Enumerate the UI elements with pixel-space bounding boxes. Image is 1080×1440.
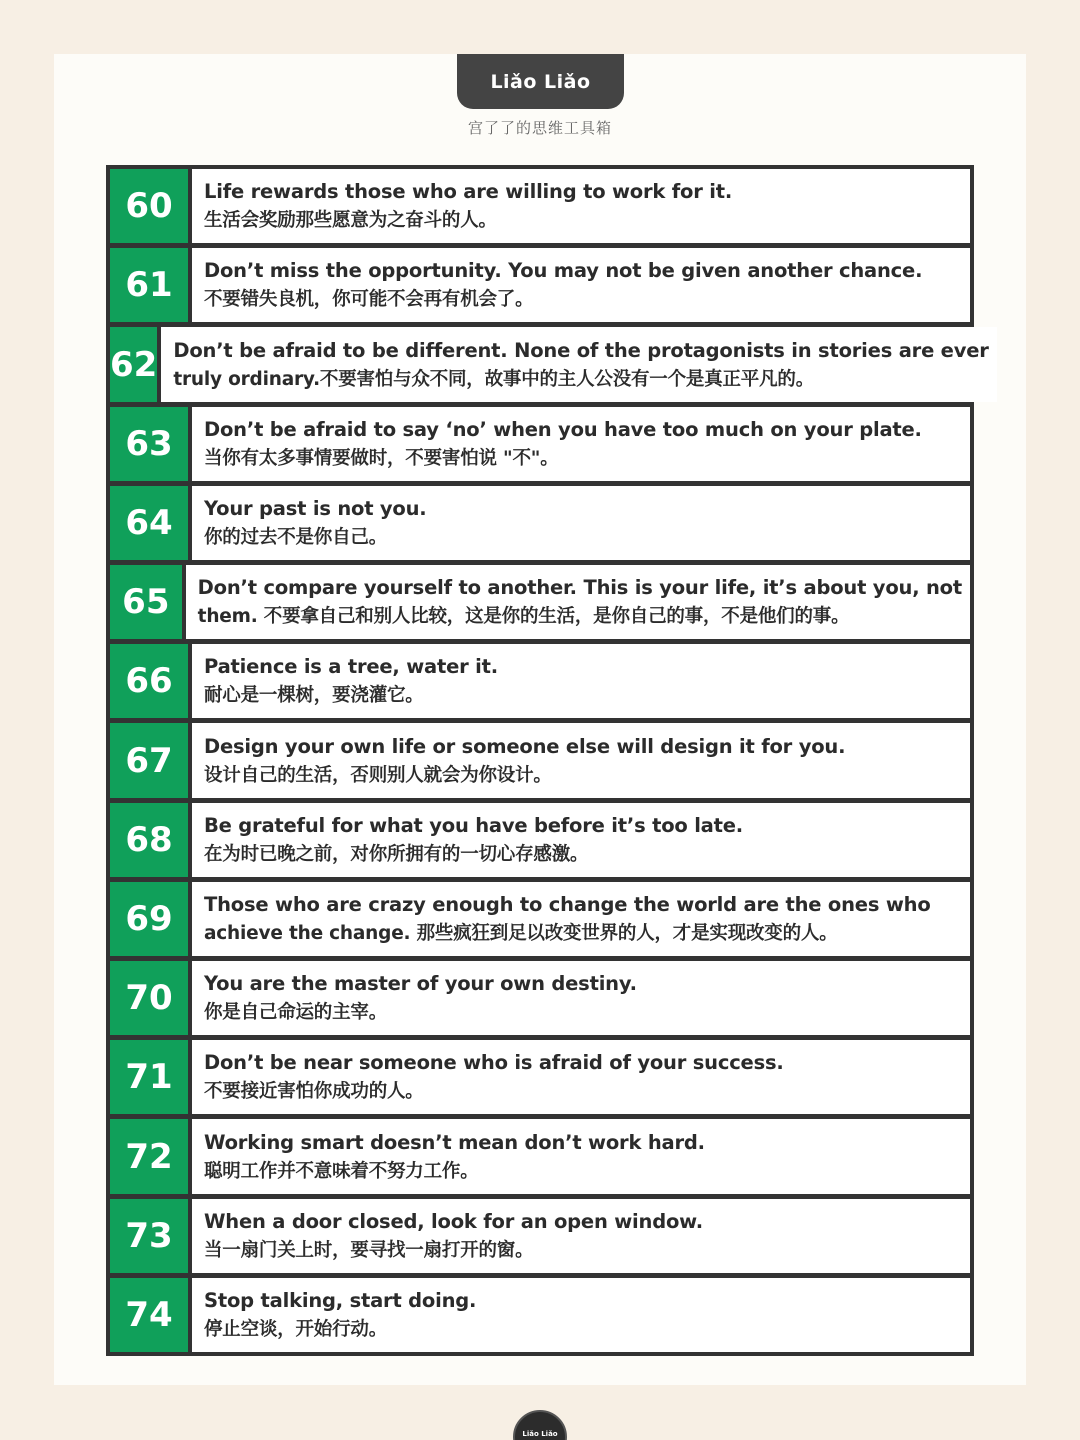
quote-row <box>110 1278 970 1352</box>
quote-number: 62 <box>110 327 157 401</box>
quote-row <box>110 1199 970 1273</box>
quote-row <box>110 565 970 639</box>
quote-number: 61 <box>110 248 188 322</box>
quote-chinese: 你的过去不是你自己。 <box>204 526 388 548</box>
quote-english: Don’t be afraid to say ‘no’ when you have too much on your plate. <box>204 417 922 441</box>
quote-row <box>110 723 970 797</box>
quote-english: Working smart doesn’t mean don’t work hard. <box>204 1130 705 1154</box>
quote-english: Life rewards those who are willing to work for it. <box>204 180 733 204</box>
quote-text <box>192 803 970 877</box>
quote-row <box>110 248 970 322</box>
quote-text <box>192 1199 970 1273</box>
quote-text <box>192 882 970 956</box>
quote-text <box>192 169 970 243</box>
footer-logo-badge <box>513 1410 567 1440</box>
quote-english: You are the master of your own destiny. <box>204 972 637 996</box>
quote-text <box>192 961 970 1035</box>
quote-chinese: 生活会奖励那些愿意为之奋斗的人。 <box>204 210 497 232</box>
quote-number: 60 <box>110 169 188 243</box>
quote-chinese: 当一扇门关上时，要寻找一扇打开的窗。 <box>204 1239 534 1261</box>
quote-english: Those who are crazy enough to change the world are the ones who <box>204 892 931 916</box>
quote-number: 64 <box>110 486 188 560</box>
quote-text <box>192 644 970 718</box>
quote-row <box>110 407 970 481</box>
quote-text <box>161 327 996 401</box>
quote-chinese: 在为时已晚之前，对你所拥有的一切心存感激。 <box>204 843 589 865</box>
quote-number: 74 <box>110 1278 188 1352</box>
quote-number: 65 <box>110 565 182 639</box>
quote-text <box>192 486 970 560</box>
quote-row <box>110 1040 970 1114</box>
logo-tab <box>457 54 624 109</box>
quote-row <box>110 169 970 243</box>
subtitle: 宫了了的思维工具箱 <box>467 119 612 137</box>
quote-number: 71 <box>110 1040 188 1114</box>
quote-row <box>110 327 989 401</box>
quote-chinese: 当你有太多事情要做时，不要害怕说 "不"。 <box>204 447 559 469</box>
quote-chinese: truly ordinary.不要害怕与众不同，故事中的主人公没有一个是真正平凡的。 <box>173 368 814 390</box>
quote-row <box>110 644 970 718</box>
quote-text <box>192 723 970 797</box>
quote-number: 72 <box>110 1119 188 1193</box>
quote-chinese: 你是自己命运的主宰。 <box>204 1002 388 1024</box>
quote-row <box>110 882 970 956</box>
quote-text <box>192 248 970 322</box>
quote-text <box>192 407 970 481</box>
quote-number: 69 <box>110 882 188 956</box>
quote-list <box>106 165 989 1356</box>
quote-english: Don’t be near someone who is afraid of your success. <box>204 1051 784 1075</box>
quote-english: Stop talking, start doing. <box>204 1288 477 1312</box>
quote-text <box>192 1040 970 1114</box>
quote-text <box>186 565 970 639</box>
quote-chinese: 不要接近害怕你成功的人。 <box>204 1081 424 1103</box>
quote-row <box>110 486 970 560</box>
quote-number: 66 <box>110 644 188 718</box>
quote-chinese: 停止空谈，开始行动。 <box>204 1318 388 1340</box>
quote-english: Don’t compare yourself to another. This is your life, it’s about you, not <box>197 576 962 600</box>
quote-number: 73 <box>110 1199 188 1273</box>
quote-english: Design your own life or someone else will design it for you. <box>204 734 846 758</box>
quote-row <box>110 803 970 877</box>
quote-number: 70 <box>110 961 188 1035</box>
quote-number: 68 <box>110 803 188 877</box>
footer-logo-text: Liǎo Liǎo <box>522 1430 558 1438</box>
quote-english: Don’t be afraid to be different. None of the protagonists in stories are ever <box>173 338 989 362</box>
quote-number: 67 <box>110 723 188 797</box>
quote-chinese: 聪明工作并不意味着不努力工作。 <box>204 1160 479 1182</box>
quote-row <box>110 1119 970 1193</box>
quote-english: Patience is a tree, water it. <box>204 655 498 679</box>
quote-number: 63 <box>110 407 188 481</box>
quote-chinese: 耐心是一棵树，要浇灌它。 <box>204 685 424 707</box>
quote-english: Don’t miss the opportunity. You may not be given another chance. <box>204 259 923 283</box>
quote-chinese: achieve the change. 那些疯狂到足以改变世界的人，才是实现改变的人。 <box>204 922 838 944</box>
quote-row <box>110 961 970 1035</box>
quote-chinese: 不要错失良机，你可能不会再有机会了。 <box>204 289 534 311</box>
logo: Liǎo Liǎo <box>490 70 591 93</box>
quote-text <box>192 1278 970 1352</box>
quote-chinese: them. 不要拿自己和别人比较，这是你的生活，是你自己的事，不是他们的事。 <box>197 606 850 628</box>
quote-chinese: 设计自己的生活，否则别人就会为你设计。 <box>204 764 552 786</box>
quote-english: When a door closed, look for an open window. <box>204 1209 703 1233</box>
quote-text <box>192 1119 970 1193</box>
quote-english: Be grateful for what you have before it’s too late. <box>204 813 743 837</box>
quote-english: Your past is not you. <box>204 496 427 520</box>
